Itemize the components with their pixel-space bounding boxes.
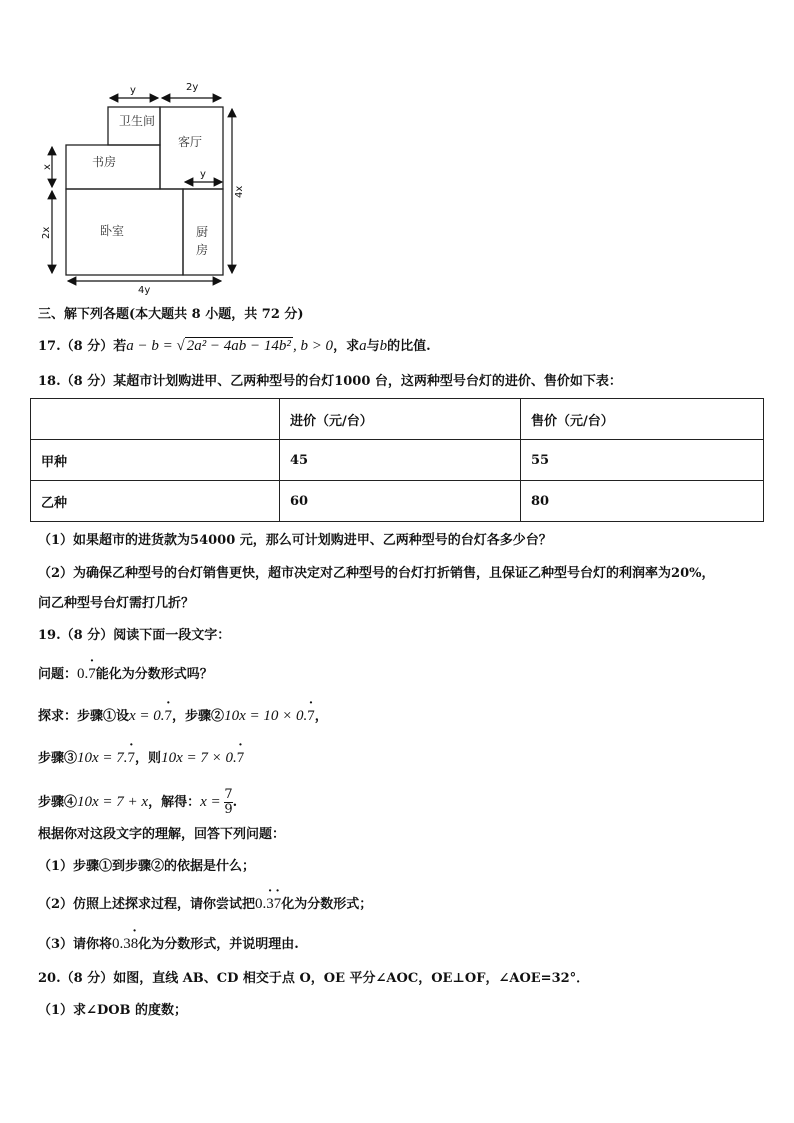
q17-var-a: a — [359, 338, 367, 354]
q19-explore-mid: ，步骤② — [172, 709, 225, 724]
dim-label-bottom-4y: 4y — [138, 285, 151, 296]
q19-step3-mid: ，则 — [135, 751, 162, 766]
q19-problem — [38, 665, 213, 684]
q19-step3-expr2: 10x = 7 × 0.· 7 — [161, 750, 244, 766]
table-row — [31, 481, 764, 522]
q19-step4-result: x = — [200, 794, 225, 810]
q19-step4-post: . — [232, 795, 238, 810]
q17-and: 与 — [366, 339, 380, 354]
table-cell: 45 — [280, 440, 521, 481]
q19-step2-post: ， — [314, 709, 328, 724]
room-label-bedroom: 卧室 — [100, 224, 125, 238]
price-table — [30, 398, 764, 522]
question-17 — [38, 337, 431, 356]
q19-read: 根据你对这段文字的理解，回答下列问题： — [38, 827, 286, 842]
q19-step4-pre: 步骤④ — [38, 795, 78, 810]
dim-label-top-y: y — [130, 85, 136, 96]
table-cell: 乙种 — [31, 481, 280, 522]
q19-problem-post: 能化为分数形式吗？ — [95, 667, 213, 682]
table-cell: 80 — [521, 481, 764, 522]
question-19-intro: 19.（8 分）阅读下面一段文字： — [38, 628, 231, 643]
dim-label-top-2y: 2y — [186, 82, 199, 93]
room-label-kitchen-2: 房 — [196, 243, 209, 257]
q19-step1-expr: x = 0.· 7 — [129, 708, 172, 724]
q17-radicand: 2a² − 4ab − 14b² — [186, 338, 291, 354]
q19-step3 — [38, 749, 244, 768]
q19-part-3 — [38, 935, 299, 954]
q19-part-2-post: 化为分数形式； — [281, 897, 373, 912]
floor-plan-diagram — [30, 78, 270, 298]
q19-step4-expr: 10x = 7 + x — [77, 794, 149, 810]
q20-part-1: （1）求∠DOB 的度数； — [38, 1003, 188, 1018]
q19-step4 — [38, 788, 237, 817]
room-label-living: 客厅 — [178, 135, 203, 149]
q18-part-1: （1）如果超市的进货款为54000 元，那么可计划购进甲、乙两种型号的台灯各多少台？ — [38, 533, 552, 548]
q18-part-2: （2）为确保乙种型号的台灯销售更快，超市决定对乙种型号的台灯打折销售，且保证乙种型号台灯的利润率为20%， — [38, 566, 715, 581]
q19-explore — [38, 707, 328, 726]
dim-label-right-4x: 4x — [234, 185, 245, 198]
table-cell: 甲种 — [31, 440, 280, 481]
q19-part-3-pre: （3）请你将 — [38, 937, 113, 952]
q19-step4-fraction: $\frac{7}{9}$ — [224, 787, 233, 817]
q17-condition: , b > 0 — [292, 338, 334, 354]
q19-part-2 — [38, 895, 372, 914]
q17-number: 17.（8 分）若 — [38, 339, 127, 354]
room-label-kitchen-1: 厨 — [196, 225, 209, 239]
q19-step2-expr: 10x = 10 × 0.· 7 — [224, 708, 315, 724]
q17-sqrt-sign: √ — [176, 338, 185, 354]
question-20-intro: 20.（8 分）如图，直线 AB、CD 相交于点 O，OE 平分∠AOC，OE⊥OF，∠AOE=32°． — [38, 971, 590, 986]
q19-problem-num: 0.· 7 — [77, 666, 96, 682]
q18-part-2-cont: 问乙种型号台灯需打几折？ — [38, 596, 195, 611]
q19-explore-pre: 探求：步骤①设 — [38, 709, 130, 724]
bedroom-room — [66, 189, 183, 275]
q19-problem-pre: 问题： — [38, 667, 78, 682]
room-label-bathroom: 卫生间 — [119, 114, 156, 128]
room-label-study: 书房 — [92, 155, 117, 169]
q19-step3-expr: 10x = 7.· 7 — [77, 750, 135, 766]
table-header-cell — [31, 399, 280, 440]
q19-part-3-post: 化为分数形式，并说明理由. — [138, 937, 299, 952]
dim-label-left-2x: 2x — [41, 226, 52, 239]
q19-part-2-num: 0.· 3· 7 — [255, 896, 281, 912]
table-cell: 55 — [521, 440, 764, 481]
table-header-cell: 进价（元/台） — [280, 399, 521, 440]
q19-step4-mid: ，解得： — [148, 795, 201, 810]
dim-label-kitchen-y: y — [200, 169, 206, 180]
q17-expr-left: a − b = — [126, 338, 177, 354]
q19-step3-pre: 步骤③ — [38, 751, 78, 766]
q17-tail: 的比值. — [387, 339, 431, 354]
table-header-cell: 售价（元/台） — [521, 399, 764, 440]
q19-part-3-num: 0.3· 8 — [112, 936, 138, 952]
section-heading: 三、解下列各题(本大题共 8 小题，共 72 分) — [38, 307, 304, 322]
dim-label-left-x: x — [42, 164, 53, 170]
q17-var-b: b — [379, 338, 388, 354]
q19-part-1: （1）步骤①到步骤②的依据是什么； — [38, 859, 256, 874]
question-18-intro: 18.（8 分）某超市计划购进甲、乙两种型号的台灯1000 台，这两种型号台灯的进价、售价如下表： — [38, 374, 622, 389]
table-cell: 60 — [280, 481, 521, 522]
q17-mid: ，求 — [333, 339, 360, 354]
table-header-row — [31, 399, 764, 440]
table-row — [31, 440, 764, 481]
q19-part-2-pre: （2）仿照上述探求过程，请你尝试把 — [38, 897, 256, 912]
